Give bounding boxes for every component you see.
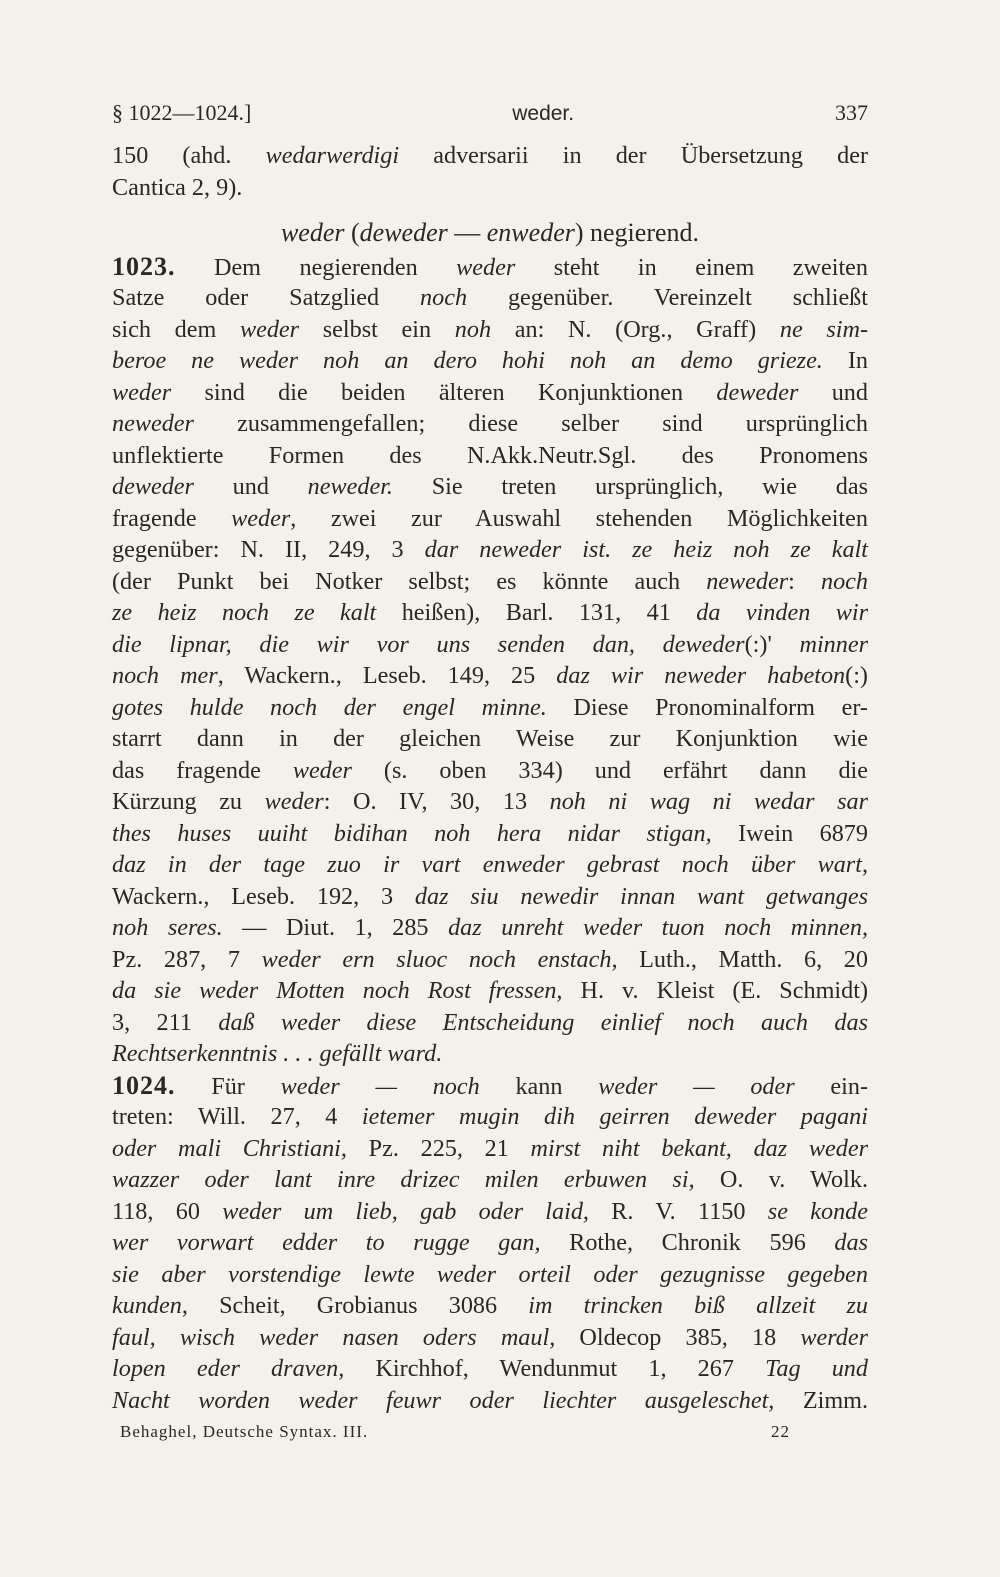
- text-run: an: N. (Org., Graff): [491, 315, 780, 343]
- text-line: [112, 786, 868, 818]
- quoted-example: weder: [112, 378, 172, 406]
- text-run: sind die beiden älteren Konjunktionen: [171, 378, 717, 406]
- text-run: gegenüber. Vereinzelt schließt: [467, 284, 868, 311]
- quoted-example: neweder: [706, 567, 789, 595]
- text-line: [112, 723, 868, 755]
- quoted-example: mirst niht bekant, daz weder: [530, 1134, 868, 1162]
- quoted-example: daz in der tage zuo ir vart enweder gebrast noch über wart,: [112, 851, 868, 878]
- quoted-example: oder mali Christiani,: [112, 1134, 347, 1162]
- quoted-example: weder: [292, 756, 352, 784]
- text-run: , Wackern., Leseb. 149, 25: [217, 662, 557, 689]
- quoted-example: weder: [239, 315, 300, 343]
- quoted-example: weder um lieb, gab oder laid,: [222, 1197, 589, 1225]
- quoted-example: gotes hulde noch der engel minne.: [112, 693, 547, 721]
- text-line: [112, 1101, 868, 1133]
- header-section-range: § 1022—1024.]: [112, 100, 252, 125]
- section-1023: [112, 251, 868, 1070]
- text-line: [112, 566, 868, 598]
- text-run: Pz. 287, 7: [112, 945, 262, 973]
- text-run: In: [822, 347, 868, 374]
- quoted-example: noh: [454, 315, 492, 343]
- quoted-example: kunden,: [112, 1292, 188, 1319]
- text-line: [112, 440, 868, 472]
- text-run: Oldecop 385, 18: [555, 1323, 801, 1351]
- text-line: [112, 408, 868, 440]
- book-page: [112, 100, 868, 1442]
- quoted-example: Tag und: [765, 1355, 868, 1382]
- footer-book-title: Behaghel, Deutsche Syntax. III.: [120, 1422, 369, 1441]
- quoted-example: deweder: [716, 378, 799, 406]
- text-run: Cantica 2, 9).: [112, 173, 243, 201]
- text-run: —: [447, 218, 487, 247]
- intro-paragraph: [112, 140, 868, 203]
- text-run: Pz. 225, 21: [346, 1134, 531, 1162]
- text-run: zusammengefallen; diese selber sind ursprünglich: [193, 410, 868, 437]
- text-run: — Diut. 1, 285: [222, 914, 449, 941]
- quoted-example: dar neweder ist. ze heiz noh ze kalt: [424, 536, 869, 563]
- text-run: 118, 60: [112, 1197, 223, 1225]
- quoted-example: weder ern sluoc noch enstach,: [261, 945, 618, 973]
- quoted-example: neweder.: [307, 473, 393, 500]
- quoted-example: beroe ne weder noh an dero hohi noh an demo grieze.: [112, 347, 823, 374]
- quoted-example: ietemer mugin dih geirren deweder pagani: [361, 1103, 868, 1130]
- text-run: Diese Pronominalform er-: [546, 693, 868, 721]
- text-run: Kirchhof, Wendunmut 1, 267: [344, 1355, 766, 1382]
- text-line: [112, 1290, 868, 1322]
- quoted-example: Rechtserkenntnis . . . gefällt ward.: [112, 1040, 443, 1067]
- page-number: 337: [834, 100, 868, 125]
- text-run: :: [788, 567, 821, 595]
- text-line: [112, 1353, 868, 1385]
- text-line: [112, 1196, 868, 1228]
- quoted-example: weder — noch: [280, 1072, 480, 1100]
- quoted-example: Nacht worden weder feuwr oder liechter ausgeleschet,: [112, 1386, 775, 1414]
- text-run: Für: [175, 1072, 281, 1100]
- quoted-example: noch: [420, 284, 468, 311]
- text-run: : O. IV, 30, 13: [323, 788, 550, 815]
- text-run: treten: Will. 27, 4: [112, 1103, 362, 1130]
- text-run: Dem negierenden: [175, 253, 457, 281]
- text-run: kann: [479, 1072, 599, 1100]
- running-header: [112, 100, 868, 140]
- text-run: adversarii in der Übersetzung der: [399, 142, 868, 169]
- text-line: [112, 597, 868, 629]
- text-line: [112, 660, 868, 692]
- quoted-example: noh seres.: [112, 914, 223, 941]
- section-number: 1024.: [112, 1070, 176, 1100]
- text-run: (:)': [744, 630, 800, 658]
- quoted-example: ne sim-: [779, 315, 869, 343]
- footer-signature-mark: 22: [771, 1422, 790, 1441]
- text-run: O. v. Wolk.: [694, 1166, 868, 1193]
- text-run: (s. oben 334) und erfährt dann die: [351, 756, 868, 784]
- text-run: fragende: [112, 504, 232, 532]
- text-run: gegenüber: N. II, 249, 3: [112, 536, 425, 563]
- text-line: [112, 251, 868, 283]
- text-line: [112, 1259, 868, 1291]
- text-line: [112, 1322, 868, 1354]
- text-run: starrt dann in der gleichen Weise zur Konjunktion wie: [112, 725, 868, 752]
- text-run: selbst ein: [299, 315, 455, 343]
- text-run: H. v. Kleist (E. Schmidt): [562, 977, 868, 1004]
- text-run: Zimm.: [774, 1386, 868, 1414]
- quoted-example: minner: [799, 630, 869, 658]
- quoted-example: wedarwerdigi: [265, 142, 400, 169]
- text-run: 3, 211: [112, 1008, 219, 1036]
- text-line: [112, 849, 868, 881]
- quoted-example: daz wir neweder habeton: [556, 662, 846, 689]
- text-line: [112, 534, 868, 566]
- text-line: [112, 1007, 868, 1039]
- quoted-example: noch: [820, 567, 868, 595]
- text-line: [112, 975, 868, 1007]
- text-line: [112, 1133, 868, 1165]
- text-line: [112, 818, 868, 850]
- quoted-example: lopen eder draven,: [112, 1355, 345, 1382]
- text-run: heißen), Barl. 131, 41: [376, 599, 697, 626]
- section-1024: [112, 1070, 868, 1417]
- text-line: [112, 471, 868, 503]
- text-line: [112, 377, 868, 409]
- text-run: (der Punkt bei Notker selbst; es könnte auch: [112, 567, 707, 595]
- quoted-example: enweder: [486, 218, 575, 247]
- text-run: das fragende: [112, 756, 293, 784]
- quoted-example: wer vorwart edder to rugge gan,: [112, 1229, 541, 1256]
- text-run: Wackern., Leseb. 192, 3: [112, 882, 415, 910]
- quoted-example: sie aber vorstendige lewte weder orteil oder gezugnisse gegeben: [112, 1260, 868, 1288]
- text-run: (: [344, 218, 360, 247]
- text-line: [112, 314, 868, 346]
- quoted-example: weder: [231, 504, 291, 532]
- text-line: [112, 503, 868, 535]
- text-line: [112, 140, 868, 172]
- text-run: Kürzung zu: [112, 788, 265, 815]
- text-run: , zwei zur Auswahl stehenden Möglichkeiten: [290, 504, 868, 532]
- quoted-example: deweder: [112, 473, 194, 500]
- text-run: ) negierend.: [574, 218, 700, 247]
- text-run: und: [193, 473, 308, 500]
- text-line: [112, 692, 868, 724]
- quoted-example: daß weder diese Entscheidung einlief noch auch das: [218, 1008, 868, 1036]
- text-run: sich dem: [112, 315, 240, 343]
- body-text: [112, 140, 868, 1416]
- text-run: ein-: [794, 1072, 868, 1100]
- text-line: [112, 881, 868, 913]
- text-line: [112, 755, 868, 787]
- quoted-example: thes huses uuiht bidihan noh hera nidar stigan,: [112, 819, 712, 847]
- text-line: [112, 282, 868, 314]
- quoted-example: neweder: [112, 410, 194, 437]
- text-run: und: [798, 378, 868, 406]
- text-line: [112, 1070, 868, 1102]
- quoted-example: daz siu newedir innan want getwanges: [414, 882, 869, 910]
- text-run: R. V. 1150: [588, 1197, 768, 1225]
- text-run: Rothe, Chronik 596: [540, 1229, 835, 1256]
- quoted-example: werder: [800, 1323, 868, 1351]
- quoted-example: da vinden wir: [696, 599, 869, 626]
- section-heading: [112, 217, 868, 249]
- text-run: unflektierte Formen des N.Akk.Neutr.Sgl. des Pronomens: [112, 441, 868, 469]
- text-run: Luth., Matth. 6, 20: [617, 945, 868, 973]
- signature-footer: [112, 1422, 868, 1442]
- text-run: 150 (ahd.: [112, 142, 266, 169]
- quoted-example: das: [834, 1229, 869, 1256]
- text-line: [112, 912, 868, 944]
- text-line: [112, 1385, 868, 1417]
- text-line: [112, 1164, 868, 1196]
- text-run: Scheit, Grobianus 3086: [187, 1292, 529, 1319]
- text-run: (:): [845, 662, 868, 689]
- text-run: Satze oder Satzglied: [112, 284, 421, 311]
- text-run: Sie treten ursprünglich, wie das: [392, 473, 868, 500]
- quoted-example: se konde: [767, 1197, 868, 1225]
- section-number: 1023.: [112, 251, 176, 281]
- quoted-example: deweder: [359, 218, 448, 247]
- quoted-example: faul, wisch weder nasen oders maul,: [112, 1323, 556, 1351]
- quoted-example: die lipnar, die wir vor uns senden dan, deweder: [112, 630, 745, 658]
- text-line: [112, 1038, 868, 1070]
- quoted-example: weder — oder: [598, 1072, 795, 1100]
- quoted-example: weder: [280, 218, 345, 247]
- quoted-example: ze heiz noch ze kalt: [112, 599, 377, 626]
- quoted-example: da sie weder Motten noch Rost fressen,: [112, 977, 563, 1004]
- quoted-example: im trincken biß allzeit zu: [528, 1292, 868, 1319]
- quoted-example: weder: [264, 788, 324, 815]
- quoted-example: noh ni wag ni wedar sar: [549, 788, 868, 815]
- quoted-example: wazzer oder lant inre drizec milen erbuwen si,: [112, 1166, 695, 1193]
- quoted-example: daz unreht weder tuon noch minnen,: [448, 914, 869, 941]
- text-line: [112, 1227, 868, 1259]
- quoted-example: noch mer: [112, 662, 218, 689]
- text-line: [112, 172, 868, 204]
- header-title: weder.: [512, 102, 575, 125]
- text-line: [112, 345, 868, 377]
- text-run: Iwein 6879: [711, 819, 868, 847]
- quoted-example: weder: [456, 253, 516, 281]
- text-line: [112, 629, 868, 661]
- text-line: [112, 944, 868, 976]
- text-run: steht in einem zweiten: [515, 253, 869, 281]
